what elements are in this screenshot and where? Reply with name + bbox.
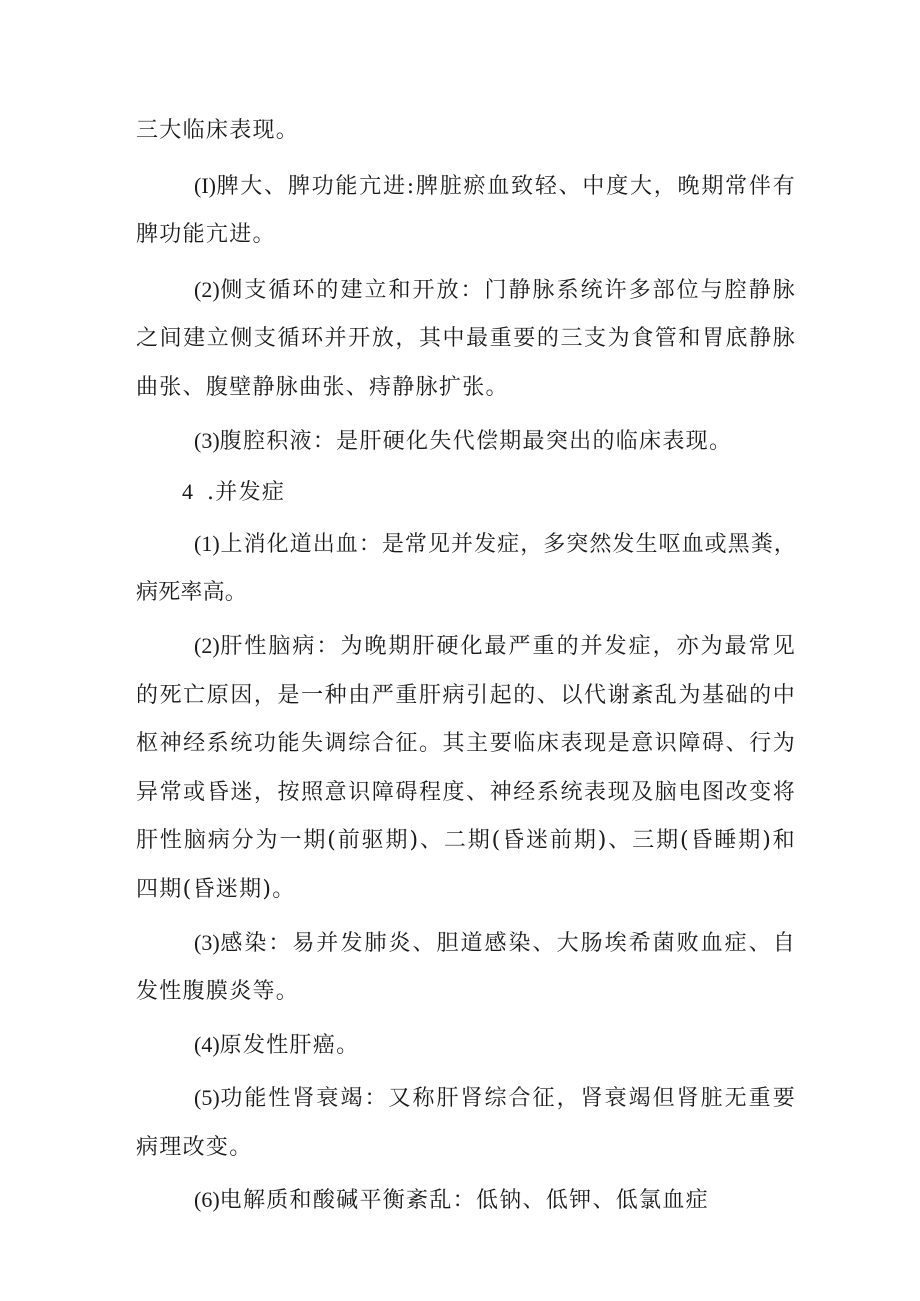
item-number: (2) xyxy=(194,632,220,658)
document-body xyxy=(136,107,796,1226)
paragraph-gi-bleeding xyxy=(136,520,796,618)
item-number: (4) xyxy=(194,1031,220,1057)
paragraph-text: 感染：易并发肺炎、胆道感染、大肠埃希菌败血症、自发性腹膜炎等。 xyxy=(136,930,796,1005)
section-heading-complications xyxy=(136,468,796,518)
paragraph-liver-cancer xyxy=(136,1021,796,1071)
item-number: (1) xyxy=(194,530,220,556)
paragraph-text: 脾大、脾功能亢进:脾脏瘀血致轻、中度大，晚期常伴有脾功能亢进。 xyxy=(136,173,796,248)
paragraph-text: 腹腔积液：是肝硬化失代偿期最突出的临床表现。 xyxy=(219,428,733,454)
item-number: (3) xyxy=(194,929,220,955)
item-number: (2) xyxy=(194,276,220,302)
paragraph-text: 上消化道出血：是常见并发症，多突然发生呕血或黑粪，病死率高。 xyxy=(136,531,796,606)
paragraph-electrolyte-imbalance xyxy=(136,1176,796,1226)
section-title: .并发症 xyxy=(207,480,286,506)
paragraph-text: 功能性肾衰竭：又称肝肾综合征，肾衰竭但肾脏无重要病理改变。 xyxy=(136,1086,796,1160)
paragraph-text: 侧支循环的建立和开放：门静脉系统许多部位与腔静脉之间建立侧支循环并开放，其中最重要的三支为食管和胃底静脉曲张、腹壁静脉曲张、痔静脉扩张。 xyxy=(136,277,796,400)
item-number: (5) xyxy=(194,1085,220,1111)
paragraph-infection xyxy=(136,919,796,1017)
paragraph-renal-failure xyxy=(136,1074,796,1172)
paragraph-text: 原发性肝癌。 xyxy=(219,1032,360,1058)
item-number: (6) xyxy=(194,1187,220,1213)
paragraph-text: 三大临床表现。 xyxy=(136,118,300,143)
item-number: (I) xyxy=(194,172,216,198)
paragraph-collateral-circulation xyxy=(136,266,796,413)
paragraph-text: 电解质和酸碱平衡紊乱：低钠、低钾、低氯血症 xyxy=(219,1188,709,1214)
section-number: 4 xyxy=(182,479,193,505)
paragraph-ascites xyxy=(136,417,796,467)
paragraph-intro-continuation xyxy=(136,107,796,156)
item-number: (3) xyxy=(194,427,220,453)
paragraph-splenomegaly xyxy=(136,162,796,260)
paragraph-text: 肝性脑病：为晚期肝硬化最严重的并发症，亦为最常见的死亡原因，是一种由严重肝病引起的、以代谢紊乱为基础的中枢神经系统功能失调综合征。其主要临床表现是意识障碍、行为异常或昏迷，按照意识障碍程度、神经系统表现及脑电图改变将肝性脑病分为一期(前驱期)、二期(昏迷前期)、三期(昏睡期)和四期(昏迷期)。 xyxy=(136,633,796,902)
paragraph-hepatic-encephalopathy xyxy=(136,622,796,915)
